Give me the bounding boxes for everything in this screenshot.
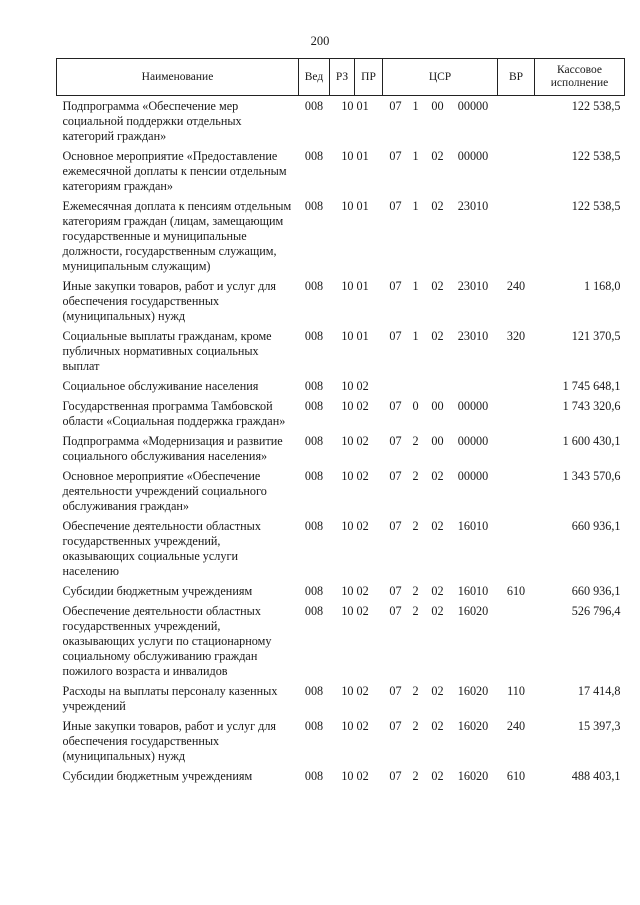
table-row: [57, 276, 625, 326]
table-row: [57, 96, 625, 147]
csr-code: [385, 469, 496, 484]
row-csr: [383, 466, 498, 516]
table-row: [57, 196, 625, 276]
row-vr: [498, 376, 535, 396]
csr-part: 07: [389, 584, 402, 598]
row-sum: 1 745 648,1: [562, 379, 621, 393]
row-sum: 122 538,5: [571, 149, 621, 163]
header-rz: РЗ: [330, 59, 355, 96]
row-vr: [498, 146, 535, 196]
page-number: 200: [310, 34, 330, 48]
csr-part: 00000: [457, 99, 489, 113]
row-pr: 02: [356, 469, 369, 483]
row-vr: [498, 516, 535, 581]
csr-part: 2: [412, 719, 419, 733]
csr-part: 2: [412, 434, 419, 448]
table-row: [57, 326, 625, 376]
row-name: Расходы на выплаты персоналу казенных учреждений: [62, 684, 278, 713]
row-ved: 008: [304, 379, 324, 393]
row-sum: 122 538,5: [571, 199, 621, 213]
row-csr: [383, 681, 498, 716]
csr-code: [385, 399, 496, 414]
row-name: Обеспечение деятельности областных государственных учреждений, оказывающих услуги по стационарному социальному обслуживанию граждан пожилого возраста и инвалидов: [62, 604, 272, 678]
row-vr: 320: [506, 329, 526, 343]
csr-part: 02: [431, 604, 444, 618]
row-ved: 008: [304, 519, 324, 533]
csr-part: 02: [431, 719, 444, 733]
table-row: [57, 581, 625, 601]
csr-code: [385, 604, 496, 619]
csr-part: 02: [431, 149, 444, 163]
row-sum: 15 397,3: [577, 719, 621, 733]
csr-part: 07: [389, 719, 402, 733]
table-row: [57, 516, 625, 581]
row-rz: 10: [341, 199, 354, 213]
row-sum: 17 414,8: [577, 684, 621, 698]
csr-code: [385, 99, 496, 114]
row-rz: 10: [341, 604, 354, 618]
row-rz: 10: [341, 279, 354, 293]
row-ved: 008: [304, 469, 324, 483]
row-sum: 488 403,1: [571, 769, 621, 783]
csr-part: 07: [389, 684, 402, 698]
row-sum: 1 168,0: [583, 279, 621, 293]
row-pr: 02: [356, 684, 369, 698]
row-pr: 01: [356, 199, 369, 213]
row-pr: 01: [356, 149, 369, 163]
csr-part: 00000: [457, 469, 489, 483]
row-csr: [383, 396, 498, 431]
csr-part: 16010: [457, 584, 489, 598]
csr-part: 07: [389, 329, 402, 343]
csr-code: [385, 149, 496, 164]
row-rz: 10: [341, 329, 354, 343]
row-pr: 02: [356, 584, 369, 598]
row-sum: 660 936,1: [571, 584, 621, 598]
csr-part: 2: [412, 604, 419, 618]
csr-part: 07: [389, 604, 402, 618]
csr-part: 00: [431, 99, 444, 113]
csr-part: 16020: [457, 719, 489, 733]
row-sum: 660 936,1: [571, 519, 621, 533]
row-pr: 02: [356, 379, 369, 393]
row-pr: 02: [356, 434, 369, 448]
row-csr: [383, 146, 498, 196]
csr-part: 07: [389, 149, 402, 163]
csr-part: 16020: [457, 769, 489, 783]
csr-part: 07: [389, 199, 402, 213]
row-vr: 240: [506, 279, 526, 293]
row-csr: [383, 766, 498, 786]
csr-code: [385, 719, 496, 734]
table-row: [57, 466, 625, 516]
csr-part: 00000: [457, 149, 489, 163]
row-vr: [498, 196, 535, 276]
table-row: [57, 376, 625, 396]
csr-part: 02: [431, 279, 444, 293]
csr-part: 00000: [457, 399, 489, 413]
csr-part: 1: [412, 329, 419, 343]
table-row: [57, 716, 625, 766]
csr-part: 02: [431, 519, 444, 533]
row-vr: [498, 96, 535, 147]
row-ved: 008: [304, 399, 324, 413]
row-pr: 02: [356, 399, 369, 413]
row-rz: 10: [341, 584, 354, 598]
csr-part: 2: [412, 469, 419, 483]
table-row: [57, 766, 625, 786]
table-row: [57, 146, 625, 196]
row-vr: [498, 601, 535, 681]
row-csr: [383, 326, 498, 376]
csr-part: 23010: [457, 329, 489, 343]
csr-part: 2: [412, 684, 419, 698]
row-csr: [383, 516, 498, 581]
csr-part: 23010: [457, 199, 489, 213]
csr-part: 00: [431, 434, 444, 448]
csr-code: [385, 519, 496, 534]
row-csr: [383, 601, 498, 681]
row-pr: 01: [356, 279, 369, 293]
header-name: Наименование: [57, 59, 299, 96]
csr-part: 1: [412, 99, 419, 113]
table-row: [57, 681, 625, 716]
csr-part: 0: [412, 399, 419, 413]
table-row: [57, 431, 625, 466]
row-pr: 02: [356, 719, 369, 733]
row-name: Основное мероприятие «Предоставление ежемесячной доплаты к пенсии отдельным категориям граждан»: [62, 149, 287, 193]
csr-part: 2: [412, 769, 419, 783]
row-vr: 110: [507, 684, 525, 698]
row-rz: 10: [341, 719, 354, 733]
row-pr: 02: [356, 519, 369, 533]
row-csr: [383, 581, 498, 601]
row-rz: 10: [341, 434, 354, 448]
row-name: Основное мероприятие «Обеспечение деятельности учреждений социального обслуживания граждан»: [62, 469, 267, 513]
row-rz: 10: [341, 99, 354, 113]
row-name: Субсидии бюджетным учреждениям: [62, 769, 253, 783]
table-header: [57, 59, 625, 96]
csr-part: 07: [389, 99, 402, 113]
row-rz: 10: [341, 519, 354, 533]
row-ved: 008: [304, 279, 324, 293]
row-vr: 610: [506, 769, 526, 783]
csr-part: 00000: [457, 434, 489, 448]
row-ved: 008: [304, 719, 324, 733]
csr-code: [385, 279, 496, 294]
csr-part: 07: [389, 434, 402, 448]
row-vr: 610: [506, 584, 526, 598]
row-pr: 01: [356, 99, 369, 113]
row-sum: 122 538,5: [571, 99, 621, 113]
csr-part: 02: [431, 684, 444, 698]
row-sum: 1 600 430,1: [562, 434, 621, 448]
table-body: [57, 96, 625, 787]
row-vr: 240: [506, 719, 526, 733]
row-rz: 10: [341, 149, 354, 163]
csr-part: 02: [431, 584, 444, 598]
header-ved: Вед: [299, 59, 330, 96]
row-csr: [383, 96, 498, 147]
row-name: Субсидии бюджетным учреждениям: [62, 584, 253, 598]
csr-part: 07: [389, 399, 402, 413]
row-name: Обеспечение деятельности областных государственных учреждений, оказывающих социальные услуги населению: [62, 519, 261, 578]
csr-part: 1: [412, 149, 419, 163]
csr-part: 02: [431, 199, 444, 213]
csr-part: 07: [389, 469, 402, 483]
table-row: [57, 396, 625, 431]
row-rz: 10: [341, 684, 354, 698]
header-row: [57, 59, 625, 96]
row-csr: [383, 431, 498, 466]
row-name: Ежемесячная доплата к пенсиям отдельным категориям граждан (лицам, замещающим государственные и муниципальные должности, государственным служащим, муниципальным служащим): [62, 199, 292, 273]
csr-part: 2: [412, 584, 419, 598]
csr-code: [385, 769, 496, 784]
row-name: Подпрограмма «Обеспечение мер социальной поддержки отдельных категорий граждан»: [62, 99, 242, 143]
row-vr: [498, 466, 535, 516]
header-csr: ЦСР: [383, 59, 498, 96]
csr-code: [385, 434, 496, 449]
csr-code: [385, 329, 496, 344]
row-sum: 1 343 570,6: [562, 469, 621, 483]
row-csr: [383, 716, 498, 766]
table-row: [57, 601, 625, 681]
row-ved: 008: [304, 604, 324, 618]
row-name: Социальные выплаты гражданам, кроме публичных нормативных социальных выплат: [62, 329, 272, 373]
csr-part: 1: [412, 199, 419, 213]
row-ved: 008: [304, 99, 324, 113]
row-name: Социальное обслуживание населения: [62, 379, 259, 393]
csr-code: [385, 584, 496, 599]
row-csr: [383, 276, 498, 326]
row-name: Подпрограмма «Модернизация и развитие социального обслуживания населения»: [62, 434, 283, 463]
row-vr: [498, 396, 535, 431]
row-ved: 008: [304, 769, 324, 783]
row-name: Государственная программа Тамбовской области «Социальная поддержка граждан»: [62, 399, 286, 428]
row-ved: 008: [304, 329, 324, 343]
row-sum: 121 370,5: [571, 329, 621, 343]
row-ved: 008: [304, 149, 324, 163]
csr-part: 07: [389, 519, 402, 533]
row-csr: [383, 196, 498, 276]
csr-part: 16020: [457, 604, 489, 618]
row-ved: 008: [304, 684, 324, 698]
csr-part: 02: [431, 329, 444, 343]
row-pr: 02: [356, 769, 369, 783]
row-rz: 10: [341, 399, 354, 413]
row-ved: 008: [304, 434, 324, 448]
row-name: Иные закупки товаров, работ и услуг для обеспечения государственных (муниципальных) нужд: [62, 719, 277, 763]
csr-part: 02: [431, 469, 444, 483]
csr-part: 16010: [457, 519, 489, 533]
header-sum: Кассовое исполнение: [535, 59, 625, 96]
csr-part: 02: [431, 769, 444, 783]
csr-part: 07: [389, 279, 402, 293]
row-vr: [498, 431, 535, 466]
csr-part: 1: [412, 279, 419, 293]
row-pr: 01: [356, 329, 369, 343]
header-pr: ПР: [355, 59, 383, 96]
row-rz: 10: [341, 379, 354, 393]
row-name: Иные закупки товаров, работ и услуг для обеспечения государственных (муниципальных) нужд: [62, 279, 277, 323]
header-vr: ВР: [498, 59, 535, 96]
csr-part: 00: [431, 399, 444, 413]
budget-execution-table: [56, 58, 625, 786]
row-sum: 1 743 320,6: [562, 399, 621, 413]
csr-part: 2: [412, 519, 419, 533]
csr-code: [385, 199, 496, 214]
row-ved: 008: [304, 199, 324, 213]
csr-part: 07: [389, 769, 402, 783]
row-rz: 10: [341, 469, 354, 483]
row-csr: [383, 376, 498, 396]
row-pr: 02: [356, 604, 369, 618]
csr-part: 16020: [457, 684, 489, 698]
csr-code: [385, 684, 496, 699]
row-ved: 008: [304, 584, 324, 598]
row-rz: 10: [341, 769, 354, 783]
row-sum: 526 796,4: [571, 604, 621, 618]
csr-part: 23010: [457, 279, 489, 293]
